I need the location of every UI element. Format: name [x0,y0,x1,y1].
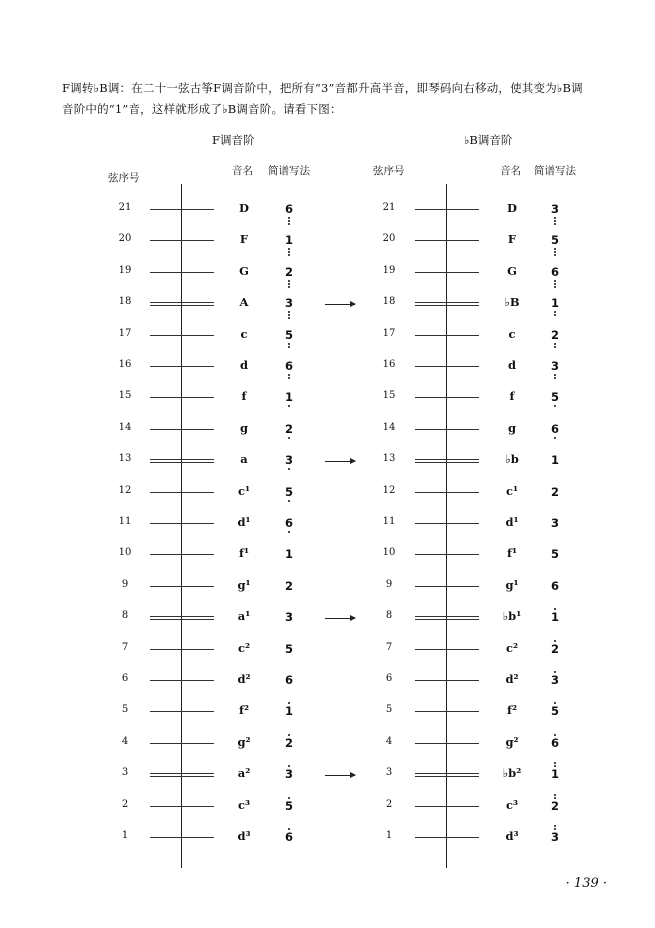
note-name: a [240,452,248,466]
string-number: 20 [118,233,132,244]
jianpu-note: 5 [545,390,565,404]
note-name: G [507,264,517,278]
note-name: f² [239,703,249,717]
octave-dot-below [288,437,290,439]
octave-dot-below [554,346,556,348]
string-number: 17 [118,328,132,339]
note-name: f [241,389,247,403]
string-line [415,240,479,241]
jianpu-note: 6 [545,422,565,436]
string-number: 12 [382,485,396,496]
note-name: c [240,327,248,341]
left-header-string: 弦序号 [108,172,140,184]
string-line-double-top [415,459,479,460]
string-line [415,429,479,430]
string-line [415,837,479,838]
note-name: g [507,421,517,435]
string-line [415,492,479,493]
jianpu-note: 6 [279,359,299,373]
string-line [415,272,479,273]
string-line-double-top [150,616,214,617]
jianpu-note: 5 [284,642,293,656]
right-header-string: 弦序号 [373,165,405,177]
octave-dot-below [288,251,290,253]
octave-dot-above [554,702,556,704]
string-number: 2 [121,799,129,810]
string-number: 3 [121,767,129,778]
octave-dot-below [288,220,290,222]
string-number: 8 [385,610,393,621]
string-line-double-bottom [415,776,479,777]
note-name: d² [505,672,519,686]
octave-dot-below [554,343,556,345]
jianpu-note: 6 [550,736,559,750]
note-name: F [507,232,517,246]
octave-dot-below [554,223,556,225]
note-name: G [239,264,249,278]
string-number: 19 [382,265,396,276]
string-number: 13 [382,453,396,464]
string-line [150,649,214,650]
jianpu-note: 2 [545,799,565,813]
jianpu-note: 3 [284,767,293,781]
string-line-double-top [415,773,479,774]
string-number: 4 [385,736,393,747]
note-name: A [239,295,249,309]
jianpu-note: 2 [550,485,559,499]
note-name: ♭b [505,452,519,466]
octave-dot-above [554,794,556,796]
string-line [150,240,214,241]
jianpu-note: 3 [550,516,559,530]
jianpu-note: 5 [279,328,299,342]
string-line [415,649,479,650]
octave-dot-below [288,286,290,288]
string-number: 19 [118,265,132,276]
jianpu-note: 2 [284,736,293,750]
string-line [150,209,214,210]
string-number: 7 [385,642,393,653]
string-number: 18 [382,296,396,307]
jianpu-note: 5 [279,485,299,499]
string-number: 4 [121,736,129,747]
octave-dot-below [288,248,290,250]
octave-dot-below [288,374,290,376]
octave-dot-below [554,283,556,285]
octave-dot-above [554,734,556,736]
string-number: 9 [385,579,393,590]
jianpu-note: 1 [284,547,293,561]
string-number: 11 [382,516,396,527]
string-number: 11 [118,516,132,527]
octave-dot-below [288,468,290,470]
jianpu-note: 6 [284,830,293,844]
note-name: f [509,389,515,403]
octave-dot-above [554,825,556,827]
string-line [150,743,214,744]
string-line [415,806,479,807]
string-line-double-bottom [415,462,479,463]
right-header-name: 音名 [500,165,521,177]
string-number: 7 [121,642,129,653]
string-line-double-bottom [150,462,214,463]
octave-dot-below [288,314,290,316]
left-header-jianpu: 简谱写法 [268,165,310,177]
string-line [150,492,214,493]
jianpu-note: 3 [545,202,565,216]
note-name: ♭B [504,295,520,309]
octave-dot-above [554,828,556,830]
octave-dot-below [288,283,290,285]
note-name: D [507,201,517,215]
string-number: 20 [382,233,396,244]
octave-dot-below [288,254,290,256]
octave-dot-below [554,374,556,376]
octave-dot-below [554,437,556,439]
note-name: ♭b² [502,766,522,780]
string-line [150,837,214,838]
note-name: g² [237,735,251,749]
intro-line-2: 音阶中的“1”音，这样就形成了♭B调音阶。请看下图： [62,102,342,116]
octave-dot-below [554,254,556,256]
note-name: g¹ [505,578,519,592]
octave-dot-below [554,405,556,407]
jianpu-note: 5 [550,547,559,561]
intro-line-1: F调转♭B调：在二十一弦古筝F调音阶中，把所有“3”音都升高半音，即琴码向右移动，使其变为♭B调 [62,81,583,95]
jianpu-note: 1 [550,453,559,467]
string-number: 21 [118,202,132,213]
note-name: c² [237,641,251,655]
jianpu-note: 1 [550,610,559,624]
note-name: c³ [505,798,519,812]
right-header-jianpu: 简谱写法 [534,165,576,177]
octave-dot-above [288,765,290,767]
note-name: c¹ [505,484,519,498]
string-number: 17 [382,328,396,339]
string-line [150,711,214,712]
jianpu-note: 2 [279,422,299,436]
octave-dot-below [554,248,556,250]
string-number: 10 [118,547,132,558]
note-name: d³ [505,829,519,843]
string-line-double-bottom [150,305,214,306]
arrow-right [325,618,355,619]
string-line-double-top [415,302,479,303]
jianpu-note: 2 [279,265,299,279]
octave-dot-below [288,500,290,502]
note-name: g [239,421,249,435]
note-name: c¹ [237,484,251,498]
string-line-double-top [150,459,214,460]
string-line [150,366,214,367]
octave-dot-above [554,640,556,642]
string-line [415,523,479,524]
octave-dot-below [554,280,556,282]
string-number: 15 [118,390,132,401]
jianpu-note: 2 [550,642,559,656]
string-number: 3 [385,767,393,778]
note-name: d [507,358,517,372]
octave-dot-above [554,608,556,610]
string-number: 6 [385,673,393,684]
string-line [415,554,479,555]
string-line [415,711,479,712]
note-name: D [239,201,249,215]
note-name: f¹ [507,546,517,560]
octave-dot-below [288,311,290,313]
string-line [415,743,479,744]
string-line [415,586,479,587]
string-number: 14 [118,422,132,433]
right-chart-title: ♭B调音阶 [464,133,513,147]
string-line-double-bottom [415,305,479,306]
string-number: 10 [382,547,396,558]
octave-dot-above [288,702,290,704]
jianpu-note: 6 [279,516,299,530]
string-line [150,272,214,273]
string-line [415,335,479,336]
string-number: 1 [121,830,129,841]
octave-dot-below [554,217,556,219]
note-name: ♭b¹ [502,609,522,623]
arrow-right [325,461,355,462]
string-number: 21 [382,202,396,213]
octave-dot-below [288,223,290,225]
note-name: d¹ [505,515,519,529]
octave-dot-above [554,765,556,767]
note-name: g¹ [237,578,251,592]
note-name: d² [237,672,251,686]
note-name: c³ [237,798,251,812]
string-number: 16 [118,359,132,370]
intro-paragraph [62,78,607,120]
string-line [150,586,214,587]
octave-dot-below [554,314,556,316]
octave-dot-above [554,762,556,764]
jianpu-note: 2 [284,579,293,593]
left-bridge-line [181,184,182,868]
note-name: c [508,327,516,341]
string-number: 13 [118,453,132,464]
string-line [150,680,214,681]
string-line-double-top [415,616,479,617]
string-number: 1 [385,830,393,841]
note-name: f¹ [239,546,249,560]
jianpu-note: 3 [279,296,299,310]
string-line [150,397,214,398]
string-number: 2 [385,799,393,810]
arrow-right [325,304,355,305]
note-name: g² [505,735,519,749]
string-number: 12 [118,485,132,496]
string-line [150,523,214,524]
string-line [150,429,214,430]
string-line [415,366,479,367]
octave-dot-above [288,797,290,799]
octave-dot-below [554,251,556,253]
note-name: c² [505,641,519,655]
jianpu-note: 3 [545,830,565,844]
note-name: a² [237,766,251,780]
left-chart-title: F调音阶 [212,133,255,147]
jianpu-note: 6 [545,265,565,279]
string-number: 16 [382,359,396,370]
jianpu-note: 1 [279,390,299,404]
note-name: f² [507,703,517,717]
string-line [150,806,214,807]
octave-dot-below [288,531,290,533]
jianpu-note: 2 [545,328,565,342]
jianpu-note: 6 [279,202,299,216]
string-line [415,209,479,210]
octave-dot-below [288,280,290,282]
note-name: d¹ [237,515,251,529]
string-number: 15 [382,390,396,401]
string-line-double-bottom [150,776,214,777]
note-name: F [239,232,249,246]
jianpu-note: 3 [550,673,559,687]
octave-dot-below [554,220,556,222]
string-number: 8 [121,610,129,621]
jianpu-note: 5 [550,704,559,718]
string-number: 5 [385,704,393,715]
octave-dot-below [288,343,290,345]
string-number: 14 [382,422,396,433]
jianpu-note: 3 [545,359,565,373]
octave-dot-above [554,671,556,673]
jianpu-note: 3 [279,453,299,467]
string-line [150,554,214,555]
string-number: 5 [121,704,129,715]
octave-dot-above [554,797,556,799]
octave-dot-below [288,217,290,219]
string-number: 18 [118,296,132,307]
jianpu-note: 3 [284,610,293,624]
string-line-double-bottom [415,619,479,620]
left-header-name: 音名 [232,165,253,177]
octave-dot-above [288,828,290,830]
jianpu-note: 5 [545,233,565,247]
octave-dot-below [288,405,290,407]
note-name: d³ [237,829,251,843]
octave-dot-above [288,734,290,736]
string-line [415,397,479,398]
jianpu-note: 6 [550,579,559,593]
jianpu-note: 6 [284,673,293,687]
octave-dot-below [288,346,290,348]
note-name: a¹ [237,609,251,623]
jianpu-note: 1 [545,767,565,781]
note-name: d [239,358,249,372]
string-line [150,335,214,336]
page-number: · 139 · [565,876,607,891]
jianpu-note: 1 [284,704,293,718]
string-line-double-top [150,773,214,774]
octave-dot-below [288,377,290,379]
octave-dot-below [554,311,556,313]
octave-dot-below [288,317,290,319]
string-number: 9 [121,579,129,590]
jianpu-note: 1 [279,233,299,247]
octave-dot-below [554,286,556,288]
jianpu-note: 5 [284,799,293,813]
string-line [415,680,479,681]
right-bridge-line [446,184,447,868]
octave-dot-below [554,377,556,379]
string-line-double-top [150,302,214,303]
string-number: 6 [121,673,129,684]
arrow-right [325,775,355,776]
jianpu-note: 1 [545,296,565,310]
string-line-double-bottom [150,619,214,620]
